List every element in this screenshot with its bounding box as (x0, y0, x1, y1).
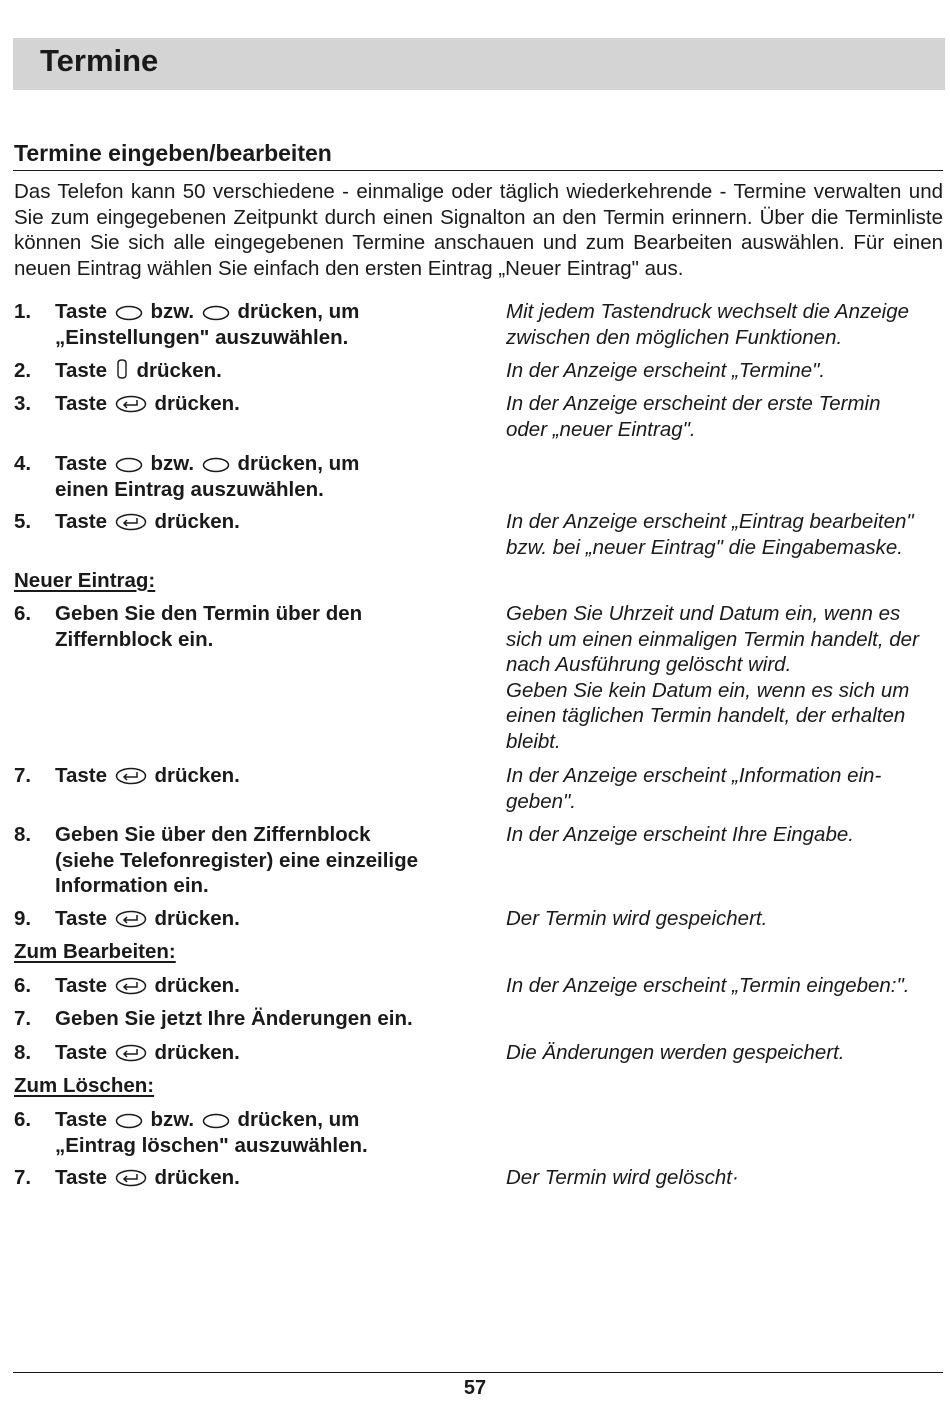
step-note: In der Anzeige erscheint „Termine". (506, 359, 826, 382)
step-instruction: Taste drücken. (55, 392, 240, 415)
step-number: 6. (14, 1108, 32, 1131)
footer-divider (13, 1372, 943, 1373)
step-number: 5. (14, 510, 32, 533)
oval-key-icon (115, 1113, 143, 1129)
step-number: 9. (14, 907, 32, 930)
section-divider (13, 170, 943, 171)
upright-key-icon (115, 358, 129, 380)
step-instruction: Taste drücken. (55, 974, 240, 997)
step-instruction: Taste drücken. (55, 907, 240, 930)
step-number: 7. (14, 1007, 32, 1030)
step-note: In der Anzeige erscheint „Information ein- geben". (506, 764, 882, 813)
subheading-zum-loeschen: Zum Löschen: (14, 1074, 155, 1097)
page-number: 57 (463, 1377, 487, 1399)
step-instruction: Taste bzw. drücken, um einen Eintrag auszuwählen. (55, 452, 360, 501)
enter-key-icon (115, 395, 147, 413)
step-instruction: Taste bzw. drücken, um „Einstellungen" auszuwählen. (55, 300, 360, 349)
page-title: Termine (40, 43, 159, 78)
step-number: 8. (14, 823, 32, 846)
step-number: 6. (14, 974, 32, 997)
step-number: 8. (14, 1041, 32, 1064)
step-instruction: Taste drücken. (55, 764, 240, 787)
oval-key-icon (202, 1113, 230, 1129)
step-number: 3. (14, 392, 32, 415)
step-note: Die Änderungen werden gespeichert. (506, 1041, 845, 1064)
enter-key-icon (115, 1044, 147, 1062)
step-number: 7. (14, 1166, 32, 1189)
step-note: Der Termin wird gelöscht· (506, 1166, 739, 1189)
enter-key-icon (115, 977, 147, 995)
step-number: 7. (14, 764, 32, 787)
oval-key-icon (202, 457, 230, 473)
enter-key-icon (115, 910, 147, 928)
step-note: In der Anzeige erscheint „Eintrag bearbeiten" bzw. bei „neuer Eintrag" die Eingabemaske. (506, 510, 914, 559)
enter-key-icon (115, 513, 147, 531)
step-instruction: Taste bzw. drücken, um „Eintrag löschen" auszuwählen. (55, 1108, 368, 1157)
step-instruction: Taste drücken. (55, 1041, 240, 1064)
step-instruction: Taste drücken. (55, 359, 222, 382)
step-note: In der Anzeige erscheint der erste Termin oder „neuer Eintrag". (506, 392, 881, 441)
step-number: 1. (14, 300, 32, 323)
enter-key-icon (115, 767, 147, 785)
section-title: Termine eingeben/bearbeiten (14, 140, 332, 166)
step-instruction: Taste drücken. (55, 510, 240, 533)
step-number: 6. (14, 602, 32, 625)
oval-key-icon (115, 305, 143, 321)
subheading-zum-bearbeiten: Zum Bearbeiten: (14, 940, 176, 963)
intro-paragraph: Das Telefon kann 50 verschiedene - einmalige oder täglich wiederkehrende - Termine verwalten und Sie zum eingegebenen Zeitpunkt durch einen Signalton an den Termin erinnern. Über die Terminliste können Sie sich alle eingegebenen Termine anschauen und zum Bearbeiten auswählen. Für einen neuen Eintrag wählen Sie einfach den ersten Eintrag „Neuer Eintrag" aus. (14, 180, 943, 280)
subheading-neuer-eintrag: Neuer Eintrag: (14, 569, 156, 592)
step-note: Mit jedem Tastendruck wechselt die Anzeige zwischen den möglichen Funktionen. (506, 300, 909, 349)
step-note: Geben Sie Uhrzeit und Datum ein, wenn es sich um einen einmaligen Termin handelt, der nach Ausführung gelöscht wird. Geben Sie kein Datum ein, wenn es sich um einen täglichen Termin handelt, der erhalten bleibt. (506, 602, 919, 753)
oval-key-icon (202, 305, 230, 321)
step-instruction: Geben Sie über den Ziffernblock (siehe Telefonregister) eine einzeilige Information ein. (55, 823, 419, 898)
step-instruction: Taste drücken. (55, 1166, 240, 1189)
step-note: In der Anzeige erscheint Ihre Eingabe. (506, 823, 854, 846)
enter-key-icon (115, 1169, 147, 1187)
step-number: 4. (14, 452, 32, 475)
step-number: 2. (14, 359, 32, 382)
step-note: Der Termin wird gespeichert. (506, 907, 768, 930)
step-note: In der Anzeige erscheint „Termin eingeben:". (506, 974, 910, 997)
oval-key-icon (115, 457, 143, 473)
step-instruction: Geben Sie jetzt Ihre Änderungen ein. (55, 1007, 413, 1030)
step-instruction: Geben Sie den Termin über den Ziffernblock ein. (55, 602, 363, 651)
